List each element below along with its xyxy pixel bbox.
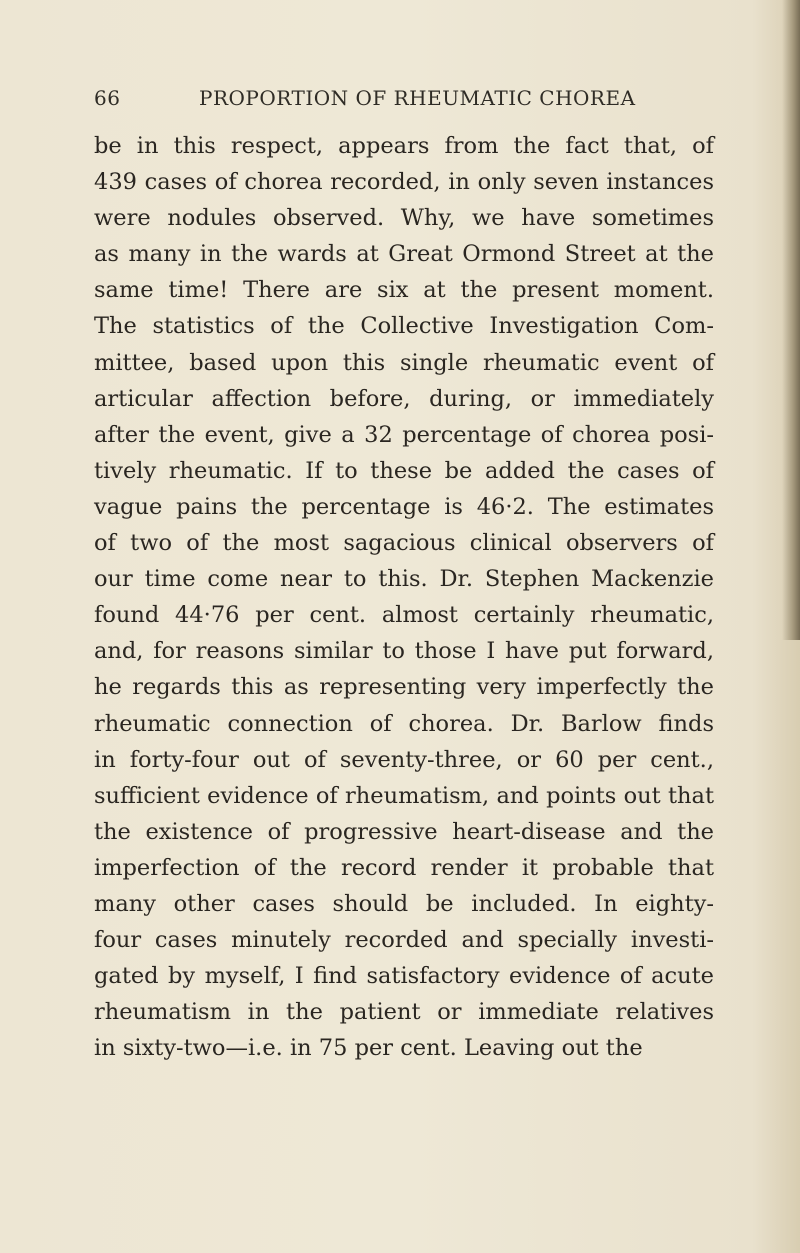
text-line: mittee, based upon this single rheumatic event of [94,349,714,376]
text-line: articular affection before, during, or immediately [94,385,714,412]
text-line: in forty-four out of seventy-three, or 60 per cent., [94,746,714,773]
text-line: same time! There are six at the present moment. [94,277,714,304]
text-line: he regards this as representing very imperfectly the [94,674,714,701]
text-line: sufficient evidence of rheumatism, and points out that [94,782,714,809]
running-head: PROPORTION OF RHEUMATIC CHOREA [199,86,636,110]
text-line: be in this respect, appears from the fact that, of [94,133,714,159]
text-line: rheumatism in the patient or immediate relatives [94,999,714,1026]
text-line: of two of the most sagacious clinical observers of [94,530,714,557]
page-header [94,86,714,116]
text-line: vague pains the percentage is 46·2. The estimates [94,493,714,520]
text-line: and, for reasons similar to those I have put forward, [94,638,714,665]
text-line: 439 cases of chorea recorded, in only seven instances [94,169,714,196]
text-line: as many in the wards at Great Ormond Street at the [94,241,714,268]
text-line: were nodules observed. Why, we have sometimes [94,205,714,232]
text-line: found 44·76 per cent. almost certainly rheumatic, [94,602,714,629]
text-line: The statistics of the Collective Investigation Com- [94,313,714,340]
text-line: many other cases should be included. In eighty- [94,890,714,917]
text-line: in sixty-two—i.e. in 75 per cent. Leaving out the [94,1035,643,1062]
text-line: the existence of progressive heart-disease and the [94,818,714,845]
body-text [94,128,714,1066]
text-line: four cases minutely recorded and specially investi- [94,927,714,954]
page-number: 66 [94,86,121,110]
text-line: imperfection of the record render it probable that [94,854,714,881]
text-line: after the event, give a 32 percentage of chorea posi- [94,421,714,448]
page-edge-shadow [782,0,800,640]
text-line: rheumatic connection of chorea. Dr. Barlow finds [94,710,714,737]
text-line: gated by myself, I find satisfactory evidence of acute [94,963,714,990]
text-line: our time come near to this. Dr. Stephen Mackenzie [94,566,714,593]
text-line: tively rheumatic. If to these be added the cases of [94,457,714,484]
